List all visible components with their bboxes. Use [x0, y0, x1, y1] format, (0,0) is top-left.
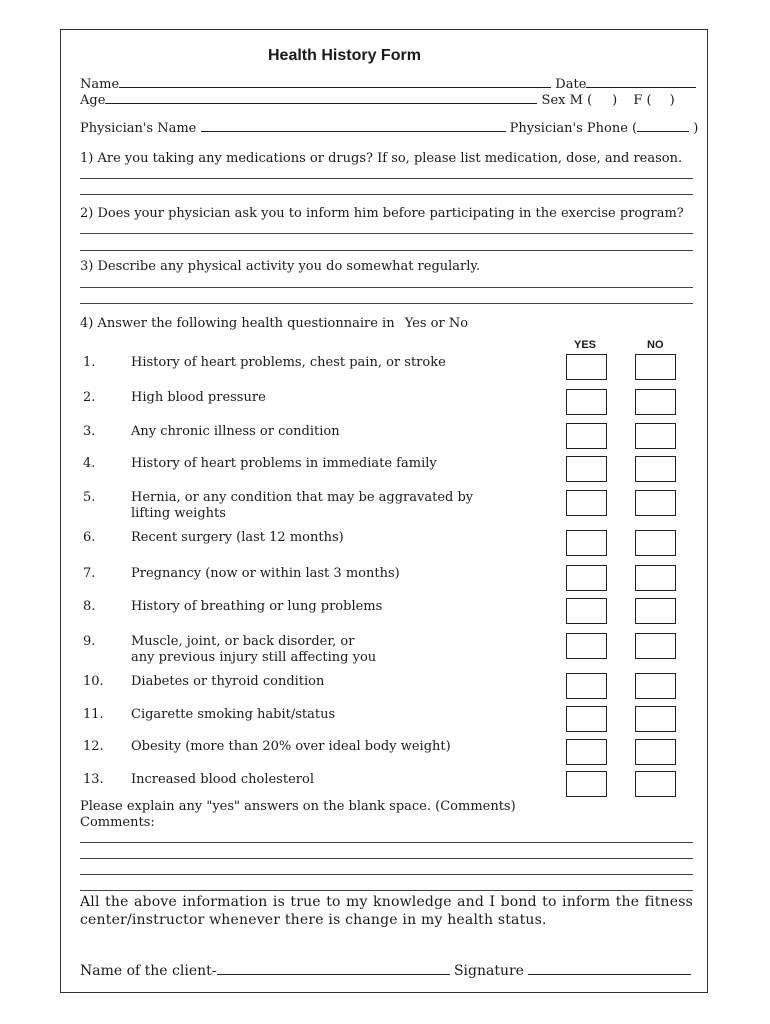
- age-label: Age: [80, 93, 106, 108]
- item-2-text: High blood pressure: [131, 390, 266, 405]
- item-3-number: 3.: [83, 424, 96, 439]
- item-4-text: History of heart problems in immediate family: [131, 456, 437, 471]
- sex-label: Sex: [541, 93, 566, 108]
- item-1-yes-checkbox[interactable]: [566, 354, 607, 380]
- question-4: [80, 316, 468, 332]
- comments-line-3[interactable]: [80, 874, 693, 875]
- item-10-text: Diabetes or thyroid condition: [131, 674, 325, 689]
- item-9-yes-checkbox[interactable]: [566, 633, 607, 659]
- item-7-number: 7.: [83, 566, 96, 581]
- item-9-number: 9.: [83, 634, 96, 649]
- question-4-options: Yes or No: [404, 316, 469, 331]
- item-4-yes-checkbox[interactable]: [566, 456, 607, 482]
- item-13-text: Increased blood cholesterol: [131, 772, 314, 787]
- item-6-no-checkbox[interactable]: [635, 530, 676, 556]
- item-9-no-checkbox[interactable]: [635, 633, 676, 659]
- item-9-text: Muscle, joint, or back disorder, or: [131, 634, 355, 649]
- item-12-yes-checkbox[interactable]: [566, 739, 607, 765]
- item-10-yes-checkbox[interactable]: [566, 673, 607, 699]
- item-5-text: Hernia, or any condition that may be aggravated by: [131, 490, 474, 505]
- item-7-yes-checkbox[interactable]: [566, 565, 607, 591]
- comments-label: Comments:: [80, 815, 155, 830]
- q1-answer-line-2[interactable]: [80, 194, 693, 195]
- no-column-header: NO: [647, 339, 664, 351]
- item-3-no-checkbox[interactable]: [635, 423, 676, 449]
- item-13-number: 13.: [83, 772, 104, 787]
- explain-label: Please explain any "yes" answers on the blank space. (Comments): [80, 799, 516, 814]
- question-1: 1) Are you taking any medications or drugs? If so, please list medication, dose, and reason.: [80, 151, 683, 166]
- sex-male-close: ): [612, 93, 618, 108]
- item-2-number: 2.: [83, 390, 96, 405]
- item-4-number: 4.: [83, 456, 96, 471]
- physician-name-label: Physician's Name: [80, 121, 197, 136]
- question-3: 3) Describe any physical activity you do somewhat regularly.: [80, 259, 481, 274]
- q1-answer-line-1[interactable]: [80, 178, 693, 179]
- item-11-number: 11.: [83, 707, 104, 722]
- question-2: 2) Does your physician ask you to inform him before participating in the exercise program?: [80, 206, 684, 221]
- item-5-yes-checkbox[interactable]: [566, 490, 607, 516]
- physician-row: [80, 119, 698, 137]
- item-12-number: 12.: [83, 739, 104, 754]
- client-name-label: Name of the client-: [80, 963, 217, 979]
- physician-phone-label: Physician's Phone (: [509, 121, 638, 136]
- item-8-text: History of breathing or lung problems: [131, 599, 383, 614]
- comments-line-1[interactable]: [80, 842, 693, 843]
- signature-row: [80, 961, 691, 980]
- item-5-no-checkbox[interactable]: [635, 490, 676, 516]
- item-12-no-checkbox[interactable]: [635, 739, 676, 765]
- q3-answer-line-1[interactable]: [80, 287, 693, 288]
- item-7-no-checkbox[interactable]: [635, 565, 676, 591]
- age-field[interactable]: [105, 91, 537, 104]
- item-3-text: Any chronic illness or condition: [131, 424, 340, 439]
- item-12-text: Obesity (more than 20% over ideal body weight): [131, 739, 451, 754]
- physician-phone-close: ): [693, 121, 699, 136]
- item-11-yes-checkbox[interactable]: [566, 706, 607, 732]
- sex-female-close: ): [669, 93, 675, 108]
- question-4-text: 4) Answer the following health questionnaire in: [80, 316, 395, 331]
- item-6-text: Recent surgery (last 12 months): [131, 530, 344, 545]
- sex-female-option[interactable]: F (: [633, 93, 652, 108]
- q2-answer-line-2[interactable]: [80, 250, 693, 251]
- signature-label: Signature: [453, 963, 524, 979]
- physician-phone-field[interactable]: [637, 119, 689, 132]
- sex-male-option[interactable]: M (: [569, 93, 593, 108]
- item-5-number: 5.: [83, 490, 96, 505]
- form-title: Health History Form: [268, 47, 421, 64]
- item-6-number: 6.: [83, 530, 96, 545]
- item-2-no-checkbox[interactable]: [635, 389, 676, 415]
- item-13-no-checkbox[interactable]: [635, 771, 676, 797]
- item-1-no-checkbox[interactable]: [635, 354, 676, 380]
- item-10-number: 10.: [83, 674, 104, 689]
- item-4-no-checkbox[interactable]: [635, 456, 676, 482]
- q2-answer-line-1[interactable]: [80, 233, 693, 234]
- signature-field[interactable]: [528, 961, 691, 975]
- age-row: [80, 91, 675, 109]
- name-label: Name: [80, 77, 120, 92]
- item-6-yes-checkbox[interactable]: [566, 530, 607, 556]
- name-field[interactable]: [119, 75, 551, 88]
- item-8-yes-checkbox[interactable]: [566, 598, 607, 624]
- item-11-no-checkbox[interactable]: [635, 706, 676, 732]
- item-8-no-checkbox[interactable]: [635, 598, 676, 624]
- item-3-yes-checkbox[interactable]: [566, 423, 607, 449]
- date-label: Date: [555, 77, 587, 92]
- item-10-no-checkbox[interactable]: [635, 673, 676, 699]
- item-8-number: 8.: [83, 599, 96, 614]
- client-name-field[interactable]: [217, 961, 450, 975]
- comments-line-4[interactable]: [80, 890, 693, 891]
- item-11-text: Cigarette smoking habit/status: [131, 707, 336, 722]
- q3-answer-line-2[interactable]: [80, 303, 693, 304]
- item-9-text-line-2: any previous injury still affecting you: [131, 650, 377, 665]
- declaration-statement: All the above information is true to my knowledge and I bond to inform the fitness center/instructor whenever there is change in my health status.: [80, 894, 693, 928]
- comments-line-2[interactable]: [80, 858, 693, 859]
- item-2-yes-checkbox[interactable]: [566, 389, 607, 415]
- item-1-text: History of heart problems, chest pain, or stroke: [131, 355, 446, 370]
- item-13-yes-checkbox[interactable]: [566, 771, 607, 797]
- item-7-text: Pregnancy (now or within last 3 months): [131, 566, 400, 581]
- date-field[interactable]: [586, 75, 696, 88]
- physician-name-field[interactable]: [201, 119, 506, 132]
- item-1-number: 1.: [83, 355, 96, 370]
- item-5-text-line-2: lifting weights: [131, 506, 226, 521]
- yes-column-header: YES: [574, 339, 597, 351]
